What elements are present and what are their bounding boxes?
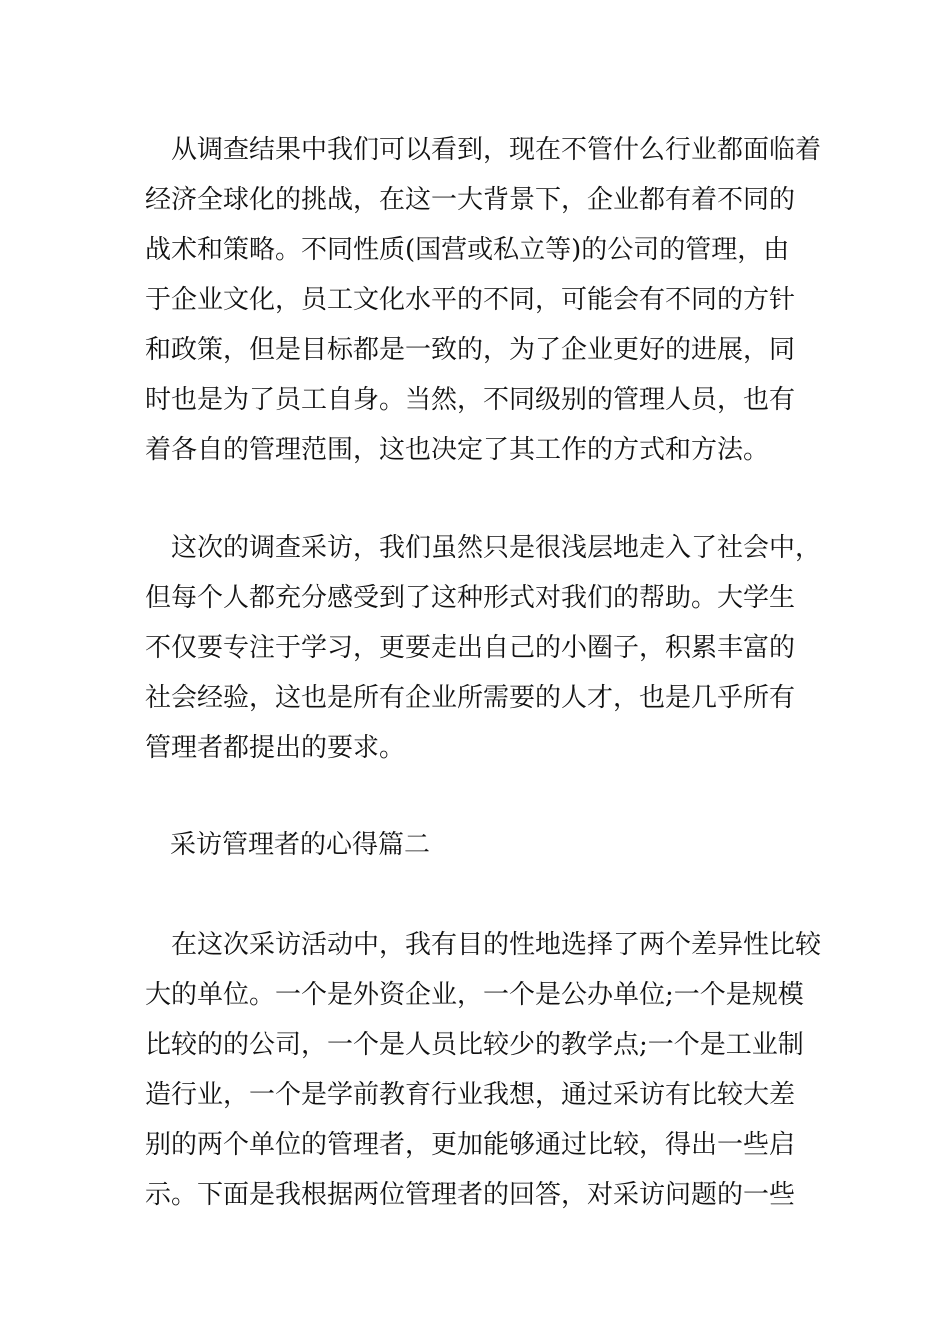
text-line: 管理者都提出的要求。 [145, 733, 406, 763]
text-line: 经济全球化的挑战，在这一大背景下，企业都有着不同的 [145, 185, 796, 215]
text-line: 但每个人都充分感受到了这种形式对我们的帮助。大学生 [145, 583, 796, 613]
text-line: 在这次采访活动中，我有目的性地选择了两个差异性比较 [145, 930, 822, 960]
text-line: 示。下面是我根据两位管理者的回答，对采访问题的一些 [145, 1180, 796, 1210]
text-line: 比较的的公司，一个是人员比较少的教学点;一个是工业制 [145, 1030, 804, 1060]
text-line: 别的两个单位的管理者，更加能够通过比较，得出一些启 [145, 1130, 796, 1160]
paragraph-interview-reflection [145, 523, 822, 773]
text-line: 不仅要专注于学习，更要走出自己的小圈子，积累丰富的 [145, 633, 796, 663]
text-line: 这次的调查采访，我们虽然只是很浅层地走入了社会中， [145, 533, 822, 563]
text-line: 时也是为了员工自身。当然，不同级别的管理人员，也有 [145, 385, 796, 415]
text-line: 大的单位。一个是外资企业，一个是公办单位;一个是规模 [145, 980, 804, 1010]
text-line: 着各自的管理范围，这也决定了其工作的方式和方法。 [145, 435, 770, 465]
text-line: 战术和策略。不同性质(国营或私立等)的公司的管理，由 [145, 235, 790, 265]
paragraph-survey-results [145, 125, 822, 475]
text-line: 从调查结果中我们可以看到，现在不管什么行业都面临着 [145, 135, 822, 165]
text-line: 造行业，一个是学前教育行业我想，通过采访有比较大差 [145, 1080, 796, 1110]
text-line: 社会经验，这也是所有企业所需要的人才，也是几乎所有 [145, 683, 796, 713]
text-line: 和政策，但是目标都是一致的，为了企业更好的进展，同 [145, 335, 796, 365]
section-heading: 采访管理者的心得篇二 [170, 830, 431, 860]
text-line: 于企业文化，员工文化水平的不同，可能会有不同的方针 [145, 285, 796, 315]
paragraph-interview-activity [145, 920, 822, 1220]
